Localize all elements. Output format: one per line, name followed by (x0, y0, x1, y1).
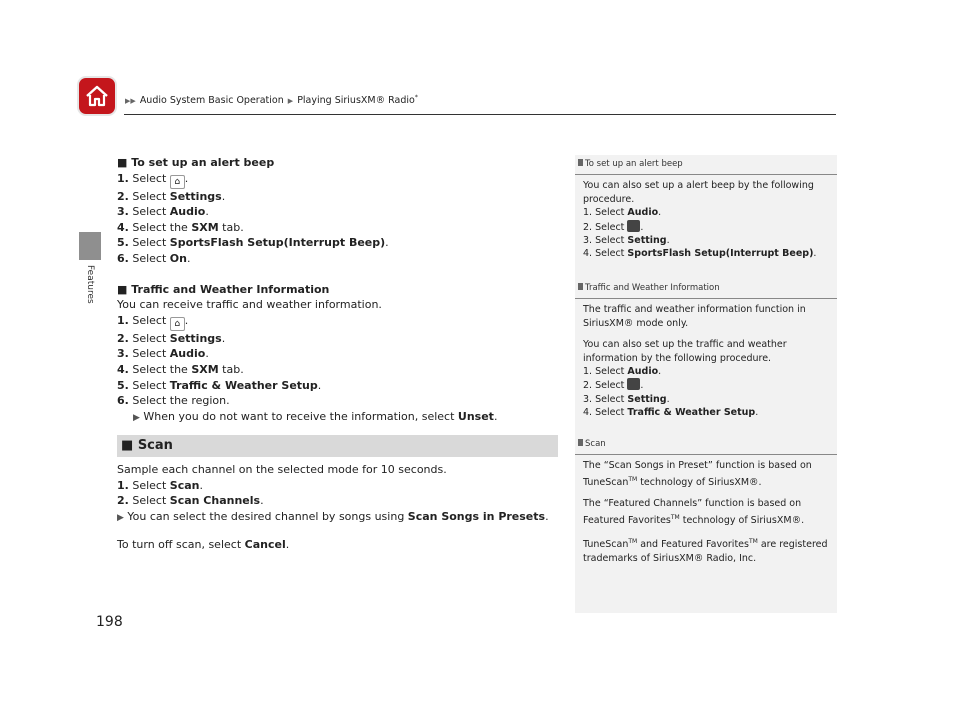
note-step: 2. Select . (583, 380, 644, 392)
note-text: procedure. (583, 193, 635, 205)
settings-icon (627, 378, 640, 390)
breadcrumb (124, 94, 418, 106)
traffic-step-2: 2. Select Settings. (117, 331, 226, 345)
traffic-intro: You can receive traffic and weather information. (117, 298, 382, 312)
traffic-step-1: 1. Select ⌂ . (117, 313, 189, 329)
traffic-heading: ■ Traffic and Weather Information (117, 282, 330, 296)
note-traffic (575, 282, 837, 420)
scan-off: To turn off scan, select Cancel. (117, 538, 290, 552)
note-step: 3. Select Setting. (583, 393, 670, 405)
traffic-step-6: 6. Select the region. (117, 394, 230, 408)
note-text: The “Scan Songs in Preset” function is based on (583, 460, 812, 472)
scan-intro: Sample each channel on the selected mode for 10 seconds. (117, 463, 447, 476)
section-tab[interactable] (79, 232, 101, 260)
settings-icon (627, 220, 640, 232)
scan-substep: ▶ You can select the desired channel by songs using Scan Songs in Presets. (117, 509, 549, 523)
home-icon (79, 78, 115, 114)
note-step: 3. Select Setting. (583, 235, 670, 247)
breadcrumb-arrow-icon: ▶ (287, 97, 294, 106)
note-text: The “Featured Channels” function is based on (583, 498, 802, 510)
note-alert (575, 158, 837, 261)
alert-step-6: 6. Select On. (117, 251, 191, 265)
note-text: TuneScan™ and Featured Favorites™ are registered (583, 538, 828, 551)
alert-step-5: 5. Select SportsFlash Setup(Interrupt Beep). (117, 236, 389, 250)
note-step: 2. Select . (583, 221, 644, 233)
note-text: The traffic and weather information function in (583, 304, 806, 316)
scan-content (117, 462, 562, 553)
home-icon: ⌂ (170, 175, 185, 189)
traffic-step-4: 4. Select the SXM tab. (117, 362, 244, 376)
scan-step-2: 2. Select Scan Channels. (117, 494, 264, 508)
alert-step-3: 3. Select Audio. (117, 205, 209, 219)
traffic-step-5: 5. Select Traffic & Weather Setup. (117, 378, 322, 392)
alert-step-1: 1. Select ⌂ . (117, 171, 189, 187)
alert-heading: ■ To set up an alert beep (117, 156, 275, 169)
traffic-substep: ▶ When you do not want to receive the information, select Unset. (133, 409, 498, 423)
note-step: 4. Select SportsFlash Setup(Interrupt Beep). (583, 248, 817, 260)
scan-section-header: ■ Scan (117, 435, 558, 457)
main-content (117, 155, 562, 426)
note-traffic-title: Traffic and Weather Information (575, 282, 837, 299)
arrow-icon: ▶ (117, 512, 124, 523)
note-step: 1. Select Audio. (583, 207, 662, 219)
alert-step-4: 4. Select the SXM tab. (117, 220, 244, 234)
section-label: Features (85, 265, 95, 304)
note-alert-title: To set up an alert beep (575, 158, 837, 175)
alert-step-2: 2. Select Settings. (117, 189, 226, 203)
note-step: 4. Select Traffic & Weather Setup. (583, 407, 759, 419)
breadcrumb-arrow-icon: ▶▶ (125, 97, 136, 106)
note-text: TuneScan™ technology of SiriusXM®. (583, 475, 762, 488)
note-scan (575, 438, 837, 565)
home-icon: ⌂ (170, 317, 185, 331)
note-scan-title: Scan (575, 438, 837, 455)
scan-step-1: 1. Select Scan. (117, 478, 203, 492)
note-text: Featured Favorites™ technology of SiriusXM®. (583, 513, 805, 526)
note-text: information by the following procedure. (583, 352, 772, 364)
note-text: You can also set up the traffic and weather (583, 339, 787, 351)
header-divider (124, 114, 836, 115)
note-text: trademarks of SiriusXM® Radio, Inc. (583, 552, 757, 564)
note-step: 1. Select Audio. (583, 366, 662, 378)
home-button[interactable] (79, 78, 115, 114)
page-number: 198 (96, 614, 123, 630)
breadcrumb-item-audio[interactable]: Audio System Basic Operation (139, 95, 284, 107)
note-text: You can also set up a alert beep by the following (583, 180, 814, 192)
arrow-icon: ▶ (133, 412, 140, 423)
breadcrumb-asterisk: * (414, 94, 418, 101)
breadcrumb-item-siriusxm[interactable]: Playing SiriusXM® Radio (297, 95, 415, 107)
note-text: SiriusXM® mode only. (583, 317, 689, 329)
traffic-step-3: 3. Select Audio. (117, 347, 209, 361)
